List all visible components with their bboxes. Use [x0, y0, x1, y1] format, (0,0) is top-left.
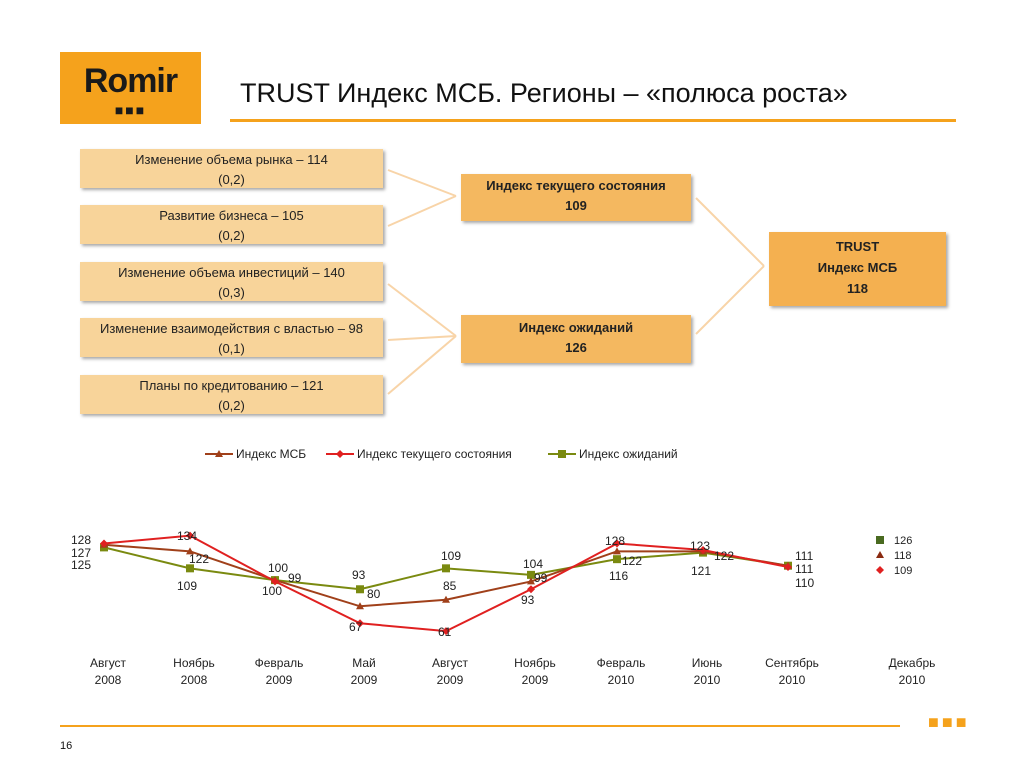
category-year-label: 2008: [94, 673, 122, 687]
data-label: 100: [268, 561, 289, 575]
december-marker: [876, 551, 884, 558]
data-label: 111: [795, 562, 814, 576]
data-label: 110: [795, 576, 815, 590]
data-label: 85: [443, 579, 457, 593]
data-label: 104: [523, 557, 544, 571]
component-weight: (0,3): [218, 285, 245, 300]
page-number: 16: [60, 740, 73, 752]
data-point: [613, 555, 621, 563]
data-label: 128: [605, 534, 626, 548]
category-month-label: Август: [431, 656, 469, 670]
legend-label: Индекс МСБ: [236, 447, 307, 461]
component-box-investment: [80, 262, 383, 301]
expect-index-value: 126: [565, 340, 587, 355]
data-label: 80: [367, 587, 381, 601]
component-box-business: [80, 205, 383, 244]
data-label: 128: [71, 533, 92, 547]
data-label: 122: [189, 552, 210, 566]
category-month-label: Декабрь: [888, 656, 936, 670]
legend-label: Индекс текущего состояния: [357, 447, 512, 461]
category-month-label: Ноябрь: [173, 656, 215, 670]
category-month-label: Ноябрь: [514, 656, 556, 670]
december-label: 126: [894, 535, 913, 547]
category-year-label: 2010: [693, 673, 721, 687]
component-label: Изменение объема инвестиций – 140: [118, 265, 345, 280]
footer-dots: ■■■: [928, 712, 970, 732]
trust-line2: Индекс МСБ: [817, 260, 898, 275]
component-weight: (0,2): [218, 398, 245, 413]
data-label: 122: [714, 549, 735, 563]
line-chart: [0, 440, 1024, 700]
logo-text: Romir: [83, 62, 178, 100]
category-year-label: 2010: [898, 673, 926, 687]
data-label: 100: [262, 584, 283, 598]
page-title: TRUST Индекс МСБ. Регионы – «полюса роста»: [240, 78, 848, 108]
connector-line: [388, 284, 456, 336]
connector-line: [388, 170, 456, 196]
category-year-label: 2009: [350, 673, 378, 687]
component-box-credit: [80, 375, 383, 414]
category-month-label: Июнь: [691, 656, 723, 670]
component-weight: (0,2): [218, 172, 245, 187]
component-weight: (0,2): [218, 228, 245, 243]
legend-marker: [558, 450, 566, 458]
data-label: 109: [441, 549, 462, 563]
data-label: 122: [622, 554, 643, 568]
data-label: 67: [349, 620, 363, 634]
current-index-value: 109: [565, 198, 587, 213]
data-label: 93: [352, 568, 366, 582]
logo-dots: ■■■: [114, 102, 147, 118]
category-year-label: 2009: [436, 673, 464, 687]
current-index-label: Индекс текущего состояния: [486, 178, 666, 193]
data-label: 127: [71, 546, 92, 560]
data-label: 99: [288, 571, 302, 585]
connector-line: [388, 336, 456, 394]
december-marker: [876, 566, 884, 574]
december-label: 118: [894, 550, 912, 562]
expect-index-box: [461, 315, 691, 363]
category-year-label: 2010: [778, 673, 806, 687]
component-label: Развитие бизнеса – 105: [159, 208, 304, 223]
footer-rule: [60, 725, 900, 727]
data-point: [356, 585, 364, 593]
data-label: 99: [534, 571, 548, 585]
category-month-label: Февраль: [254, 656, 304, 670]
trust-value: 118: [847, 281, 868, 296]
component-weight: (0,1): [218, 341, 245, 356]
december-label: 109: [894, 565, 913, 577]
data-label: 116: [609, 569, 629, 583]
trust-line1: TRUST: [835, 239, 880, 254]
connector-line: [696, 198, 764, 266]
data-label: 109: [177, 579, 198, 593]
data-label: 121: [691, 564, 712, 578]
category-month-label: Февраль: [596, 656, 646, 670]
current-index-box: [461, 174, 691, 221]
trust-index-box: [769, 232, 946, 306]
data-label: 93: [521, 593, 535, 607]
data-label: 111: [795, 549, 814, 563]
category-month-label: Август: [89, 656, 127, 670]
data-label: 61: [438, 625, 452, 639]
category-month-label: Май: [352, 656, 376, 670]
december-marker: [876, 536, 884, 544]
connector-line: [696, 266, 764, 334]
expect-index-label: Индекс ожиданий: [518, 320, 634, 335]
component-label: Планы по кредитованию – 121: [139, 378, 324, 393]
legend-marker: [336, 450, 344, 458]
category-year-label: 2009: [521, 673, 549, 687]
component-box-government: [80, 318, 383, 357]
category-year-label: 2010: [607, 673, 635, 687]
data-label: 134: [177, 529, 198, 543]
component-box-market: [80, 149, 383, 188]
data-label: 123: [690, 539, 711, 553]
connector-line: [388, 336, 456, 340]
component-label: Изменение объема рынка – 114: [135, 152, 328, 167]
connector-line: [388, 196, 456, 226]
legend-label: Индекс ожиданий: [579, 447, 678, 461]
component-label: Изменение взаимодействия с властью – 98: [99, 321, 364, 336]
category-year-label: 2009: [265, 673, 293, 687]
category-month-label: Сентябрь: [765, 656, 819, 670]
data-label: 125: [71, 558, 92, 572]
category-year-label: 2008: [180, 673, 208, 687]
data-point: [442, 564, 450, 572]
